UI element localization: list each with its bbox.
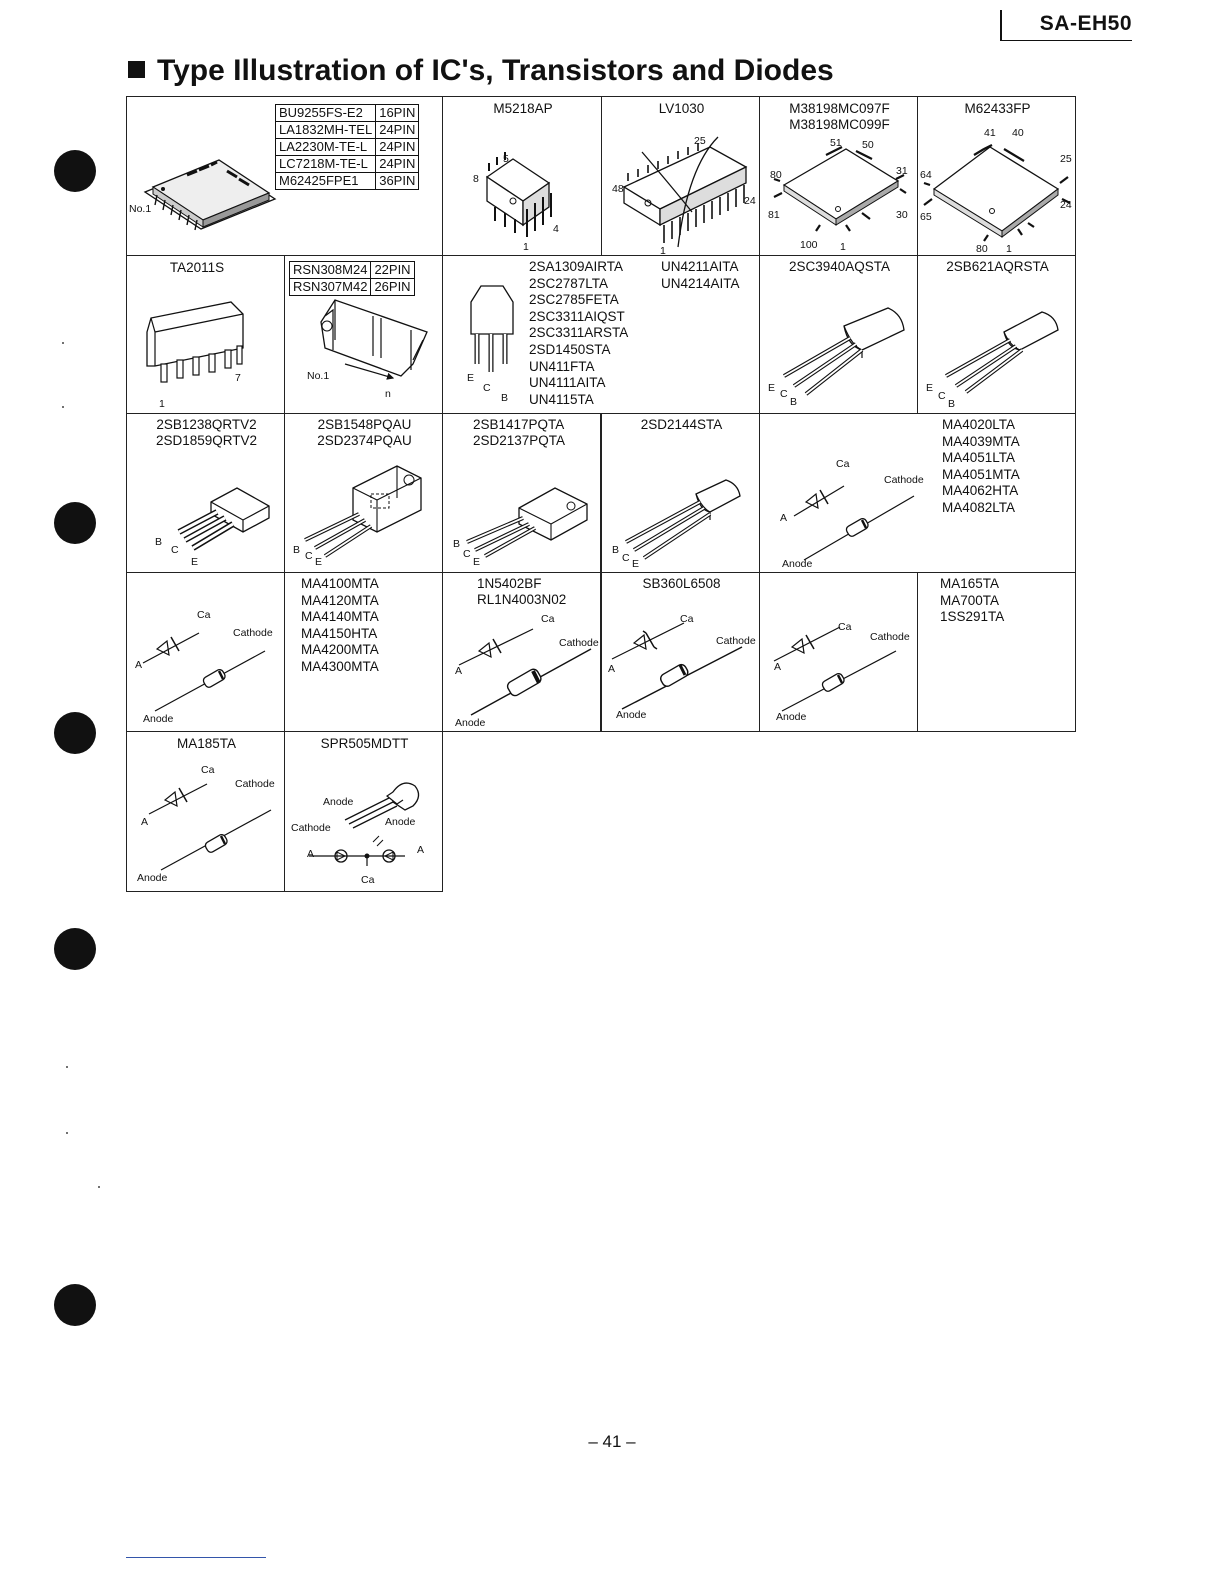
list-item: MA700TA — [940, 592, 1000, 608]
anode-a-label: A — [780, 512, 788, 524]
cell-sb360 — [601, 572, 760, 732]
pin-label: 24 — [1060, 199, 1072, 211]
scan-speck — [98, 1186, 100, 1188]
list-item: MA4039MTA — [942, 433, 1020, 449]
cell-rsn — [284, 255, 443, 414]
led-drawing — [285, 732, 444, 893]
pin-label: 64 — [920, 169, 932, 181]
binder-hole — [54, 1284, 96, 1326]
cathode-label: Cathode — [884, 474, 924, 486]
part-list — [661, 259, 740, 292]
pin-label: 48 — [612, 183, 624, 195]
diode-drawing — [760, 414, 1077, 574]
diode-drawing — [127, 732, 286, 893]
page-title — [128, 54, 834, 88]
footer-rule — [126, 1557, 266, 1558]
list-item: UN4111AITA — [529, 375, 606, 391]
pin-count: 26PIN — [371, 279, 414, 296]
list-item: 1SS291TA — [940, 609, 1005, 625]
anode-label: Anode — [323, 796, 354, 808]
list-item: MA4300MTA — [301, 658, 379, 674]
part-list — [529, 259, 628, 408]
list-item: 2SA1309AIRTA — [529, 259, 624, 274]
anode-a-label: A — [141, 816, 149, 828]
cell-2sb1548 — [284, 413, 443, 573]
part-list — [940, 576, 1004, 626]
pin-label: 24 — [744, 195, 756, 207]
part-name: 2SD2137PQTA — [473, 433, 566, 448]
lead-label: E — [926, 382, 934, 394]
list-item: MA4051MTA — [942, 466, 1020, 482]
lead-label: E — [467, 372, 475, 384]
anode-a-label: A — [774, 661, 782, 673]
part-name: TA2011S — [169, 260, 225, 275]
lead-label: E — [768, 382, 776, 394]
part-name: 2SB1238QRTV2 — [156, 417, 257, 432]
list-item: 2SC2787LTA — [529, 275, 609, 291]
part-number: LA1832MH-TEL — [276, 122, 376, 139]
list-item: MA4150HTA — [301, 625, 378, 641]
anode-a-label: A — [608, 663, 616, 675]
smd-ic-drawing — [127, 97, 444, 257]
pin-label: 25 — [694, 135, 706, 147]
cell-ma185 — [126, 731, 285, 892]
binder-hole — [54, 928, 96, 970]
pin-label: 65 — [920, 211, 932, 223]
list-item: MA4020LTA — [942, 417, 1016, 432]
part-number: LC7218M-TE-L — [276, 156, 376, 173]
square-bullet-icon — [128, 61, 145, 78]
lead-label: C — [780, 388, 788, 400]
lead-label: E — [632, 558, 640, 570]
cell-1n5402 — [442, 572, 601, 732]
list-item: MA4200MTA — [301, 642, 379, 658]
anode-a-label: A — [307, 848, 315, 860]
cathode-a-label: Ca — [838, 621, 852, 633]
list-item: MA4051LTA — [942, 450, 1016, 466]
anode-label: Anode — [385, 816, 416, 828]
pin-label: 31 — [896, 165, 908, 177]
anode-label: Anode — [143, 713, 174, 725]
lead-label: B — [790, 396, 798, 408]
cathode-a-label: Ca — [197, 609, 211, 621]
list-item: 2SC3311AIQST — [529, 308, 625, 324]
anode-a-label: A — [455, 665, 463, 677]
scan-speck — [62, 406, 64, 408]
list-item: MA4082LTA — [942, 499, 1016, 515]
part-name: 2SC3940AQSTA — [788, 259, 891, 274]
pin-label: 40 — [1012, 127, 1024, 139]
lead-label: C — [483, 382, 491, 394]
lead-label: C — [171, 544, 179, 556]
cell-spr505 — [284, 731, 443, 892]
binder-hole — [54, 502, 96, 544]
dip8-drawing — [443, 97, 603, 257]
list-item: MA165TA — [940, 576, 1000, 591]
part-name: SPR505MDTT — [320, 736, 409, 751]
part-number: BU9255FS-E2 — [276, 105, 376, 122]
pin-label: 1 — [660, 245, 666, 257]
pin1-label: No.1 — [307, 370, 330, 382]
pin-label: 51 — [830, 137, 842, 149]
part-name: MA185TA — [176, 736, 237, 751]
list-item: 2SC3311ARSTA — [529, 325, 629, 341]
anode-label: Anode — [455, 717, 486, 729]
binder-hole — [54, 712, 96, 754]
pin-label: 100 — [800, 239, 818, 251]
lead-label: B — [155, 536, 163, 548]
pin-label: 30 — [896, 209, 908, 221]
lead-label: B — [612, 544, 620, 556]
lead-label: C — [938, 390, 946, 402]
cell-ma4100-list — [284, 572, 443, 732]
pin-label: 1 — [1006, 243, 1012, 255]
cell-ta2011s — [126, 255, 285, 414]
scan-speck — [66, 1132, 68, 1134]
part-name: M38198MC097F — [789, 101, 890, 116]
cathode-a-label: Ca — [836, 458, 850, 470]
diode-drawing — [127, 573, 286, 733]
anode-a-label: A — [135, 659, 143, 671]
list-item: MA4062HTA — [942, 483, 1019, 499]
cell-lv1030 — [601, 96, 760, 256]
part-list — [942, 417, 1020, 517]
page-title-text: Type Illustration of IC's, Transistors and Diodes — [157, 54, 834, 87]
anode-label: Anode — [782, 558, 813, 570]
model-number-box — [1000, 10, 1132, 41]
pin-count: 22PIN — [371, 262, 414, 279]
cathode-a-label: Ca — [361, 874, 375, 886]
part-name: M5218AP — [493, 101, 553, 116]
pin-label: 80 — [770, 169, 782, 181]
sip-drawing — [127, 256, 286, 415]
part-name: M62433FP — [964, 101, 1031, 116]
lead-label: E — [473, 556, 481, 568]
lead-label: C — [463, 548, 471, 560]
cathode-label: Cathode — [233, 627, 273, 639]
lead-label: E — [315, 556, 323, 568]
list-item: 2SC2785FETA — [529, 292, 619, 308]
cell-2sb1417 — [442, 413, 601, 573]
cathode-a-label: Ca — [541, 613, 555, 625]
power-transistor-drawing — [127, 414, 287, 574]
model-number: SA-EH50 — [1039, 12, 1132, 35]
pin-label: 1 — [159, 398, 165, 410]
qfp80-drawing — [918, 97, 1077, 257]
pin-label: 80 — [976, 243, 988, 255]
part-name: 2SD2374PQAU — [317, 433, 412, 448]
rectifier-diode-drawing — [443, 573, 602, 733]
list-item: 2SD1450STA — [529, 341, 611, 357]
cell-m62433 — [917, 96, 1076, 256]
part-number: RSN307M42 — [290, 279, 371, 296]
part-name: 2SB621AQRSTA — [946, 259, 1049, 274]
part-list — [301, 576, 379, 676]
list-item: MA4100MTA — [301, 576, 379, 591]
part-name: 2SD1859QRTV2 — [155, 433, 258, 448]
part-name: 2SB1548PQAU — [317, 417, 412, 432]
scan-speck — [62, 342, 64, 344]
pin-count: 24PIN — [376, 139, 419, 156]
part-name: 2SB1417PQTA — [473, 417, 565, 432]
cell-2sb621 — [917, 255, 1076, 414]
anode-label: Anode — [616, 709, 647, 721]
lead-label: B — [293, 544, 301, 556]
cell-ic-smd — [126, 96, 443, 256]
list-item: MA4120MTA — [301, 592, 379, 608]
lead-label: B — [501, 392, 509, 404]
cathode-label: Cathode — [716, 635, 756, 647]
page-number: – 41 – — [588, 1432, 636, 1451]
list-item: UN411FTA — [529, 358, 595, 374]
part-name: SB360L6508 — [642, 576, 721, 591]
cathode-a-label: Ca — [680, 613, 694, 625]
hybrid-ic-drawing — [285, 256, 444, 415]
lead-label: B — [948, 398, 956, 410]
part-number: LA2230M-TE-L — [276, 139, 376, 156]
cathode-a-label: Ca — [201, 764, 215, 776]
pin-label: 41 — [984, 127, 996, 139]
part-name: 1N5402BF — [477, 576, 542, 591]
anode-a-label: A — [417, 844, 425, 856]
pin1-label: No.1 — [129, 203, 152, 215]
cathode-label: Cathode — [291, 822, 331, 834]
component-grid — [126, 96, 1076, 892]
part-name: M38198MC099F — [789, 117, 890, 132]
list-item: UN4211AITA — [661, 259, 739, 274]
pin-label: 5 — [503, 153, 509, 165]
part-number: M62425FPE1 — [276, 173, 376, 190]
anode-label: Anode — [137, 872, 168, 884]
binder-hole — [54, 150, 96, 192]
scan-speck — [66, 1066, 68, 1068]
pin-label: 81 — [768, 209, 780, 221]
cell-m38198 — [759, 96, 918, 256]
cell-2sb1238 — [126, 413, 285, 573]
cell-ma165-diode — [759, 572, 918, 732]
lead-label: C — [622, 552, 630, 564]
pin-label: 50 — [862, 139, 874, 151]
cell-ma4100-diode — [126, 572, 285, 732]
dip48-drawing — [602, 97, 761, 257]
cell-ma4020 — [759, 413, 1076, 573]
pin-count: 16PIN — [376, 105, 419, 122]
pin-label: 1 — [840, 241, 846, 253]
lead-label: E — [191, 556, 199, 568]
cathode-label: Cathode — [870, 631, 910, 643]
cell-ma165-list — [917, 572, 1076, 732]
pin-label: 1 — [523, 241, 529, 253]
cathode-label: Cathode — [235, 778, 275, 790]
list-item: UN4214AITA — [661, 275, 740, 291]
part-name: LV1030 — [658, 101, 705, 116]
pin-count: 36PIN — [376, 173, 419, 190]
cathode-label: Cathode — [559, 637, 599, 649]
cell-to92-list — [442, 255, 760, 414]
pin-label: 25 — [1060, 153, 1072, 165]
cell-2sc3940 — [759, 255, 918, 414]
cell-2sd2144 — [601, 413, 760, 573]
lead-label: C — [305, 550, 313, 562]
part-number: RSN308M24 — [290, 262, 371, 279]
pin-label: 8 — [473, 173, 479, 185]
pin-count: 24PIN — [376, 122, 419, 139]
pin-count: 24PIN — [376, 156, 419, 173]
part-name: 2SD2144STA — [640, 417, 723, 432]
part-name: RL1N4003N02 — [477, 592, 567, 607]
list-item: MA4140MTA — [301, 609, 379, 625]
pin-label: 7 — [235, 372, 241, 384]
anode-label: Anode — [776, 711, 807, 723]
pin-label: 4 — [553, 223, 559, 235]
lead-label: B — [453, 538, 461, 550]
pin-n-label: n — [385, 388, 391, 400]
list-item: UN4115TA — [529, 391, 594, 407]
cell-m5218ap — [442, 96, 602, 256]
